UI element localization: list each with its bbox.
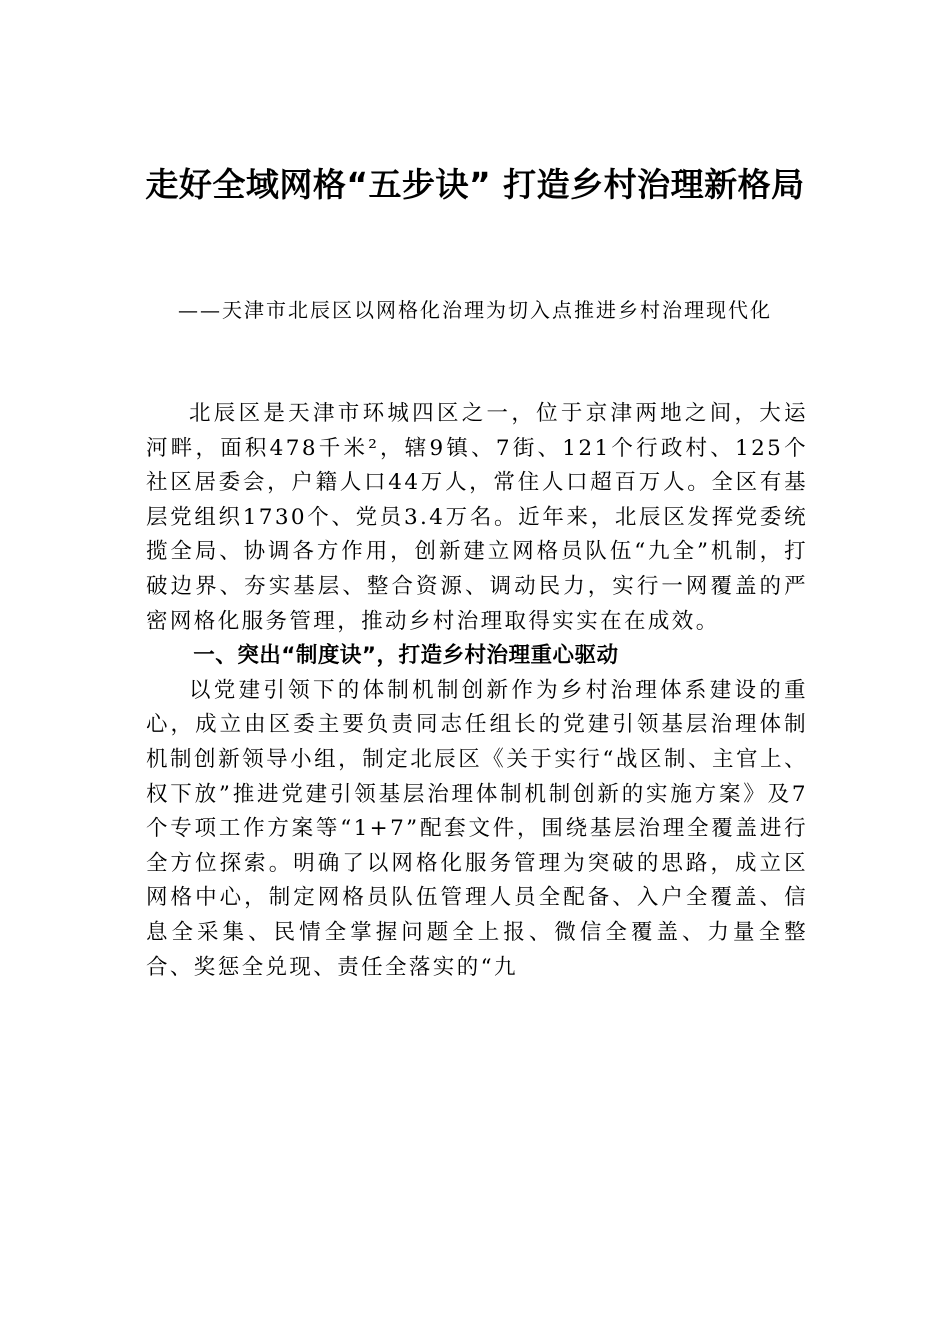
document-title: 走好全域网格“五步诀” 打造乡村治理新格局 [145, 165, 805, 204]
intro-paragraph: 北辰区是天津市环城四区之一，位于京津两地之间，大运河畔，面积478千米²，辖9镇、7街、121个行政村、125个社区居委会，户籍人口44万人，常住人口超百万人。全区有基层党组织1730个、党员3.4万名。近年来，北辰区发挥党委统揽全局、协调各方作用，创新建立网格员队伍“九全”机制，打破边界、夯实基层、整合资源、调动民力，实行一网覆盖的严密网格化服务管理，推动乡村治理取得实实在在成效。 [146, 401, 808, 634]
document-subtitle: ——天津市北辰区以网格化治理为切入点推进乡村治理现代化 [178, 298, 772, 322]
document-body [146, 397, 808, 985]
section-paragraph: 以党建引领下的体制机制创新作为乡村治理体系建设的重心，成立由区委主要负责同志任组长的党建引领基层治理体制机制创新领导小组，制定北辰区《关于实行“战区制、主官上、权下放”推进党建引领基层治理体制机制创新的实施方案》及7个专项工作方案等“1+7”配套文件，围绕基层治理全覆盖进行全方位探索。明确了以网格化服务管理为突破的思路，成立区网格中心，制定网格员队伍管理人员全配备、入户全覆盖、信息全采集、民情全掌握问题全上报、微信全覆盖、力量全整合、奖惩全兑现、责任全落实的“九 [146, 677, 808, 980]
section-heading: 一、突出“制度诀”，打造乡村治理重心驱动 [193, 643, 619, 669]
